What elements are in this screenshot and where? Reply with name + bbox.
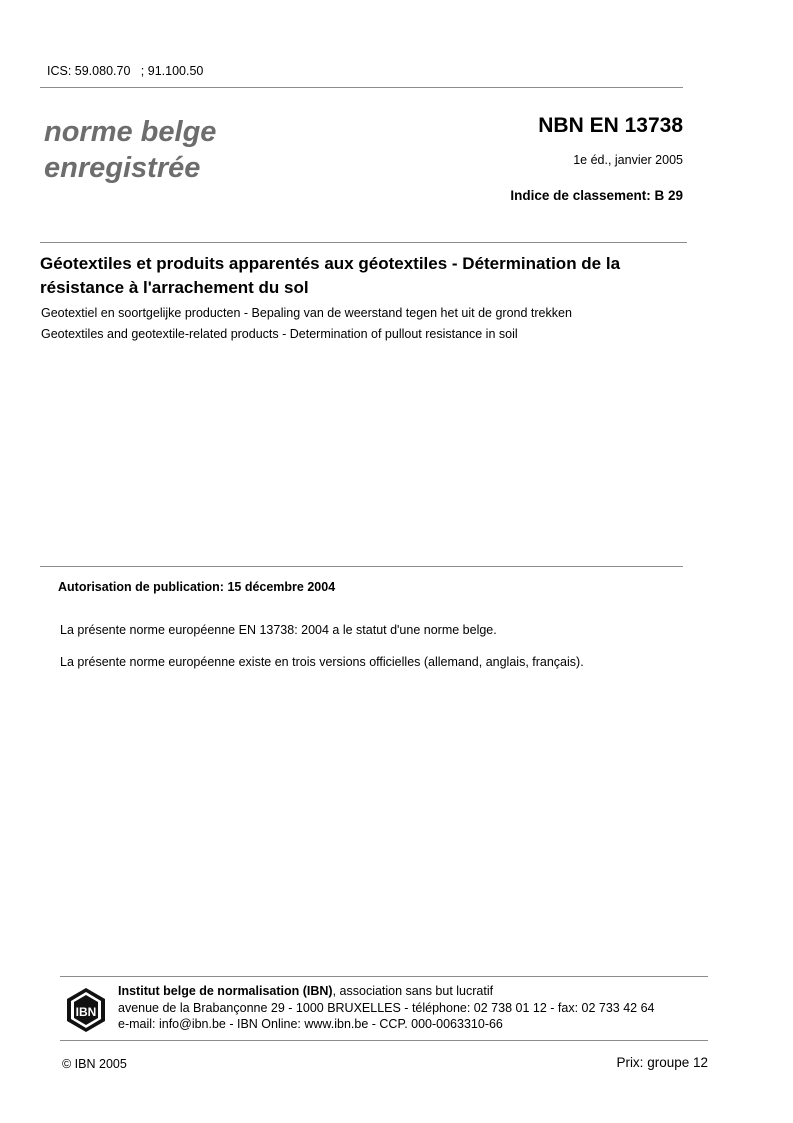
- standard-code: NBN EN 13738: [538, 114, 683, 137]
- institute-line: [118, 983, 655, 1000]
- institute-block: [118, 983, 655, 1033]
- institute-address: avenue de la Brabançonne 29 - 1000 BRUXELLES - téléphone: 02 738 01 12 - fax: 02 733 42 64: [118, 1000, 655, 1015]
- header-rule: [40, 87, 683, 88]
- institute-name: Institut belge de normalisation (IBN): [118, 984, 333, 998]
- statut-text: La présente norme européenne EN 13738: 2004 a le statut d'une norme belge.: [60, 623, 497, 637]
- norme-title: [44, 114, 216, 186]
- edition-date: 1e éd., janvier 2005: [573, 153, 683, 167]
- copyright: © IBN 2005: [62, 1057, 127, 1071]
- ibn-logo-icon: [66, 987, 106, 1033]
- title-rule-top: [40, 242, 687, 243]
- title-english: Geotextiles and geotextile-related products - Determination of pullout resistance in soil: [41, 327, 518, 341]
- footer-rule-top: [60, 976, 708, 977]
- publication-authorisation: Autorisation de publication: 15 décembre 2004: [58, 580, 336, 594]
- classification-index: Indice de classement: B 29: [510, 188, 683, 203]
- title-rule-bottom: [40, 566, 683, 567]
- title-french: Géotextiles et produits apparentés aux géotextiles - Détermination de la résistance à l'arrachement du sol: [40, 254, 621, 297]
- svg-text:IBN: IBN: [75, 1005, 97, 1019]
- versions-text: La présente norme européenne existe en trois versions officielles (allemand, anglais, français).: [60, 655, 584, 669]
- norme-line-1: norme belge: [44, 116, 217, 148]
- title-dutch: Geotextiel en soortgelijke producten - Bepaling van de weerstand tegen het uit de grond trekken: [41, 306, 572, 320]
- footer-rule-bottom: [60, 1040, 708, 1041]
- ics-code: ICS: 59.080.70 ; 91.100.50: [47, 64, 204, 78]
- price-group: Prix: groupe 12: [616, 1055, 708, 1070]
- norme-line-2: enregistrée: [44, 152, 201, 184]
- institute-desc: , association sans but lucratif: [332, 984, 494, 998]
- institute-contact: e-mail: info@ibn.be - IBN Online: www.ibn.be - CCP. 000-0063310-66: [118, 1017, 503, 1031]
